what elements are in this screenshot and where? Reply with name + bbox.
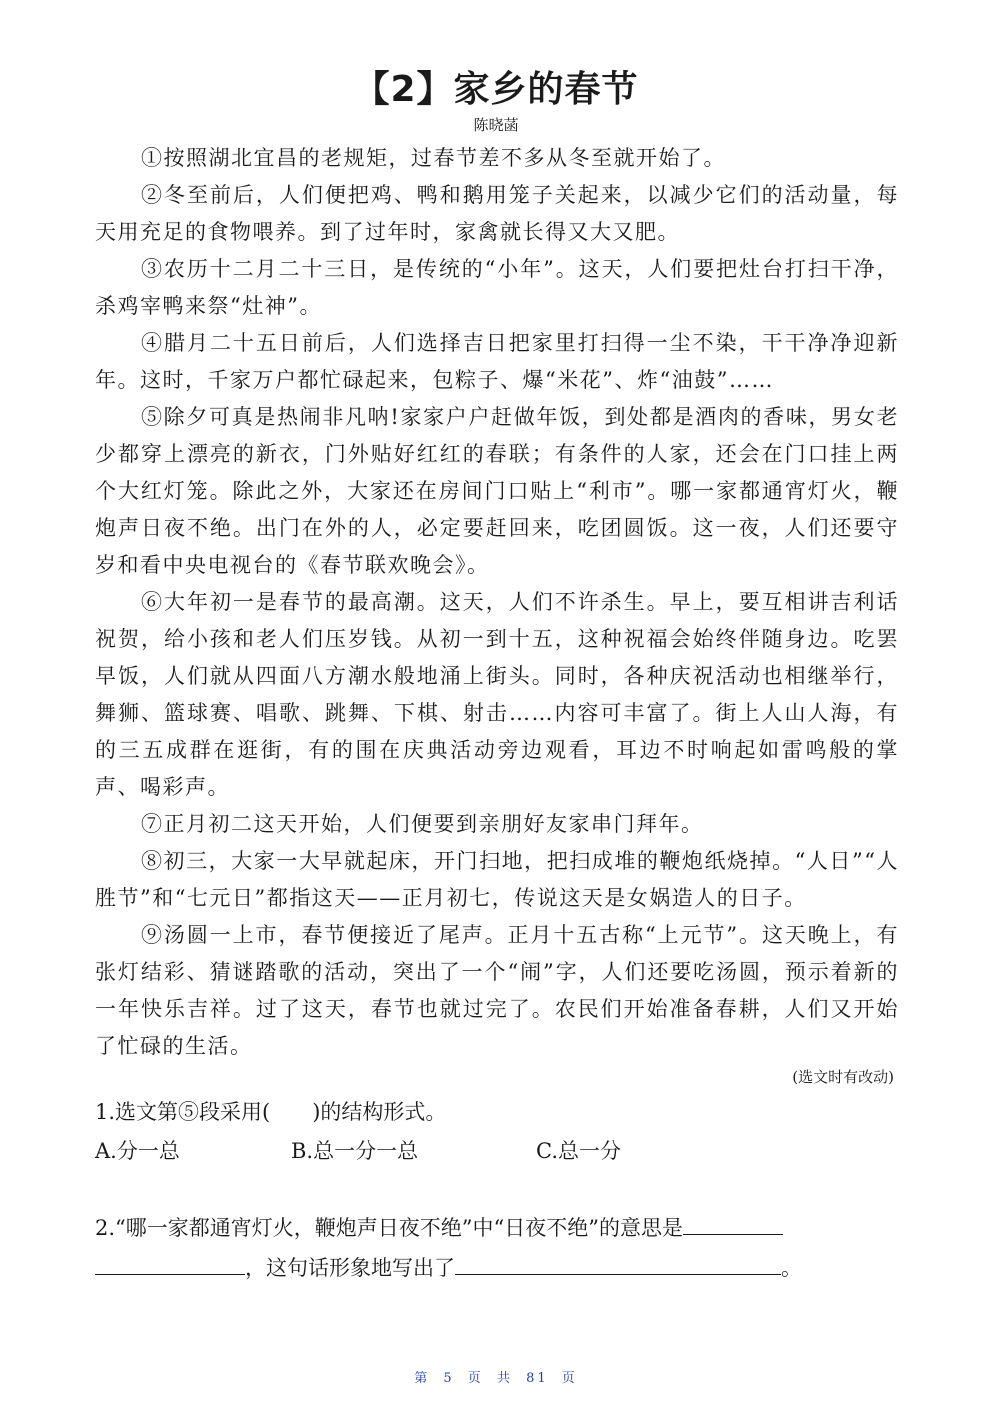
footer-label-di: 第: [414, 1371, 431, 1386]
question-2-text-2: ，这句话形象地写出了: [245, 1256, 455, 1280]
question-2-text-3: 。: [781, 1256, 802, 1280]
total-page-count: 81: [526, 1371, 549, 1386]
page-footer: [0, 1367, 992, 1386]
option-c: C.总一分: [536, 1139, 621, 1163]
question-2: [95, 1208, 899, 1288]
paragraph-8: ⑧初三，大家一大早就起床，开门扫地，把扫成堆的鞭炮纸烧掉。“人日”“人胜节”和“七元日”都指这天——正月初七，传说这天是女娲造人的日子。: [95, 849, 899, 910]
article-author: 陈晓菡: [473, 116, 519, 134]
paragraph-5: ⑤除夕可真是热闹非凡呐!家家户户赶做年饭，到处都是酒肉的香味，男女老少都穿上漂亮的新衣，门外贴好红红的春联；有条件的人家，还会在门口挂上两个大红灯笼。除此之外，大家还在房间门口贴上“利市”。哪一家都通宵灯火，鞭炮声日夜不绝。出门在外的人，必定要赶回来，吃团圆饭。这一夜，人们还要守岁和看中央电视台的《春节联欢晚会》。: [95, 405, 899, 577]
answer-blank-1-continued[interactable]: [95, 1250, 245, 1275]
current-page-number: 5: [443, 1371, 455, 1386]
paragraph-2: ②冬至前后，人们便把鸡、鸭和鹅用笼子关起来，以减少它们的活动量，每天用充足的食物喂养。到了过年时，家禽就长得又大又肥。: [95, 183, 899, 244]
paragraph-3: ③农历十二月二十三日，是传统的“小年”。这天，人们要把灶台打扫干净，杀鸡宰鸭来祭“灶神”。: [95, 257, 899, 318]
paragraph-4: ④腊月二十五日前后，人们选择吉日把家里打扫得一尘不染，干干净净迎新年。这时，千家万户都忙碌起来，包粽子、爆“米花”、炸“油鼓”……: [95, 331, 899, 392]
option-b: B.总一分一总: [291, 1139, 419, 1163]
source-note: (选文时有改动): [792, 1068, 894, 1086]
paragraph-7: ⑦正月初二这天开始，人们便要到亲朋好友家串门拜年。: [141, 812, 704, 836]
article-title: 【2】家乡的春节: [353, 69, 639, 110]
footer-label-gong: 共: [496, 1371, 513, 1386]
paragraph-1: ①按照湖北宜昌的老规矩，过春节差不多从冬至就开始了。: [141, 146, 726, 170]
footer-label-ye-2: 页: [561, 1371, 578, 1386]
footer-label-ye: 页: [467, 1371, 484, 1386]
question-2-text-1: 2.“哪一家都通宵灯火，鞭炮声日夜不绝”中“日夜不绝”的意思是: [95, 1216, 683, 1240]
article-body: [95, 140, 899, 1065]
answer-blank-1[interactable]: [683, 1210, 783, 1235]
paragraph-9: ⑨汤圆一上市，春节便接近了尾声。正月十五古称“上元节”。这天晚上，有张灯结彩、猜谜踏歌的活动，突出了一个“闹”字，人们还要吃汤圆，预示着新的一年快乐吉祥。过了这天，春节也就过完了。农民们开始准备春耕，人们又开始了忙碌的生活。: [95, 923, 899, 1058]
paragraph-6: ⑥大年初一是春节的最高潮。这天，人们不许杀生。早上，要互相讲吉利话祝贺，给小孩和老人们压岁钱。从初一到十五，这种祝福会始终伴随身边。吃罢早饭，人们就从四面八方潮水般地涌上街头。同时，各种庆祝活动也相继举行，舞狮、篮球赛、唱歌、跳舞、下棋、射击……内容可丰富了。街上人山人海，有的三五成群在逛街，有的围在庆典活动旁边观看，耳边不时响起如雷鸣般的掌声、喝彩声。: [95, 590, 899, 799]
answer-blank-2[interactable]: [455, 1250, 781, 1275]
question-1-options: [95, 1133, 899, 1170]
question-1-stem: 1.选文第⑤段采用( )的结构形式。: [95, 1100, 447, 1124]
option-a: A.分一总: [95, 1139, 180, 1163]
